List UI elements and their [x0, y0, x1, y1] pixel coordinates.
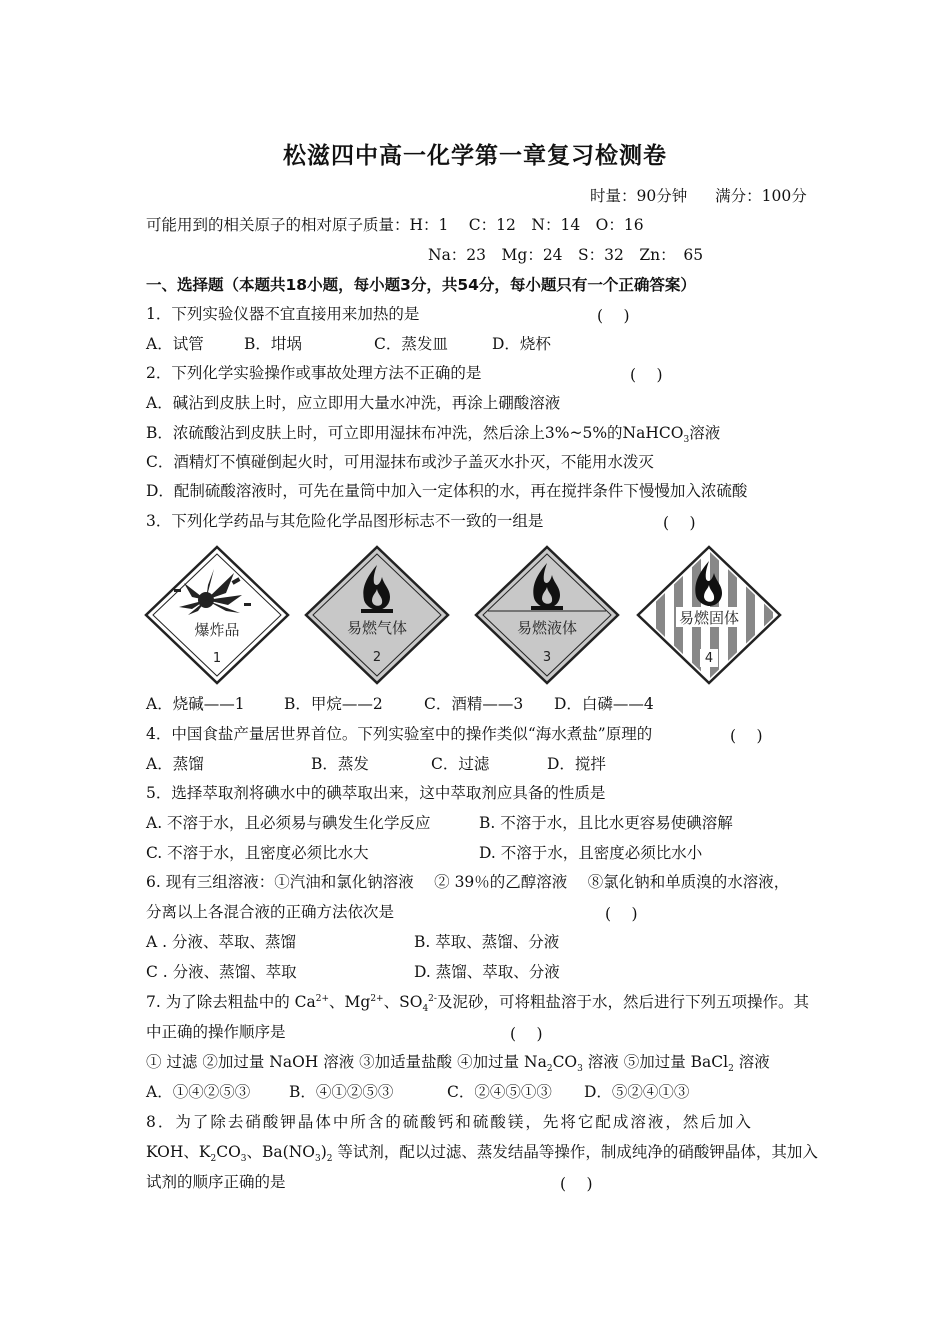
q7-stem: 7. 为了除去粗盐中的 $Ca^{2+}$、$Mg^{2+}$、$SO_4^{2-}$及泥砂，可将粗盐溶于水，然后进行下列五项操作。其 [146, 993, 809, 1015]
q6-option-d: D. 蒸馏、萃取、分液 [414, 963, 560, 981]
q2-option-a: A．碱沾到皮肤上时，应立即用大量水冲洗，再涂上硼酸溶液 [146, 394, 561, 412]
q4-option-b: B．蒸发 [311, 755, 369, 773]
q1-option-b: B．坩埚 [244, 335, 302, 353]
q5-options-row1 [146, 813, 733, 833]
q4-stem: 4．中国食盐产量居世界首位。下列实验室中的操作类似“海水煮盐”原理的 [146, 725, 653, 743]
sign-label-2: 易燃气体 [346, 619, 408, 637]
q7-option-a: A．①④②⑤③ [146, 1083, 251, 1101]
q3-option-d: D．白磷——4 [554, 695, 654, 713]
hazard-sign-explosive [144, 545, 290, 685]
time-limit: 时量：90分钟 [590, 187, 688, 205]
q2-stem: 2．下列化学实验操作或事故处理方法不正确的是 [146, 364, 482, 382]
q4-option-a: A．蒸馏 [146, 755, 204, 773]
q3-option-c: C．酒精——3 [424, 695, 524, 713]
q1-answer-blank: ( ) [597, 307, 630, 325]
hazard-signs [144, 545, 784, 685]
q7-stem-2: 中正确的操作顺序是 [146, 1023, 286, 1041]
q7-option-b: B．④①②⑤③ [289, 1083, 394, 1101]
q2-option-b: B．浓硫酸沾到皮肤上时，可立即用湿抹布冲洗，然后涂上3%~5%的NaHCO$_3$溶液 [146, 424, 721, 446]
q4-options [146, 754, 606, 774]
q3-option-a: A．烧碱——1 [146, 695, 245, 713]
q4-option-d: D．搅拌 [547, 755, 606, 773]
q6-stem: 6. 现有三组溶液：①汽油和氯化钠溶液 ② 39％的乙醇溶液 ⑧氯化钠和单质溴的水溶液， [146, 873, 790, 891]
q7-operations: ① 过滤 ②加过量 NaOH 溶液 ③加适量盐酸 ④加过量 $Na_2CO_3$ 溶液 ⑤加过量 BaCl$_2$ 溶液 [146, 1053, 770, 1075]
page-title: 松滋四中高一化学第一章复习检测卷 [283, 142, 667, 169]
q4-option-c: C．过滤 [431, 755, 490, 773]
q2-option-d: D．配制硫酸溶液时，可先在量筒中加入一定体积的水，再在搅拌条件下慢慢加入浓硫酸 [146, 482, 748, 500]
exam-meta [590, 186, 807, 206]
sign-label-3: 易燃液体 [516, 619, 578, 637]
q6-stem-2: 分离以上各混合液的正确方法依次是 [146, 903, 395, 921]
q7-option-c: C．②④⑤①③ [447, 1083, 552, 1101]
q3-stem: 3．下列化学药品与其危险化学品图形标志不一致的一组是 [146, 512, 544, 530]
q1-option-c: C．蒸发皿 [374, 335, 448, 353]
q8-stem: 8．为了除去硝酸钾晶体中所含的硫酸钙和硫酸镁，先将它配成溶液，然后加入 [146, 1113, 753, 1131]
sign-number-2: 2 [372, 650, 382, 665]
q2-option-c: C．酒精灯不慎碰倒起火时，可用湿抹布或沙子盖灭水扑灭，不能用水泼灭 [146, 453, 654, 471]
q4-answer-blank: ( ) [730, 727, 763, 745]
q7-option-d: D．⑤②④①③ [584, 1083, 690, 1101]
q8-stem-2: KOH、$K_2CO_3$、$Ba(NO_3)_2$ 等试剂，配以过滤、蒸发结晶等操作，制成纯净的硝酸钾晶体，其加入 [146, 1143, 818, 1165]
q1-option-d: D．烧杯 [492, 335, 551, 353]
full-score: 满分：100分 [715, 187, 807, 205]
q1-options [146, 334, 551, 354]
sign-number-1: 1 [212, 651, 222, 666]
sign-label-4: 易燃固体 [678, 609, 740, 627]
q6-options-row2 [146, 962, 560, 982]
q6-answer-blank: ( ) [605, 905, 638, 923]
q5-option-c: C. 不溶于水，且密度必须比水大 [146, 844, 369, 862]
q1-stem: 1．下列实验仪器不宜直接用来加热的是 [146, 305, 420, 323]
q6-option-c: C . 分液、蒸馏、萃取 [146, 963, 297, 981]
q8-stem-3: 试剂的顺序正确的是 [146, 1173, 286, 1191]
q5-option-d: D. 不溶于水，且密度必须比水小 [479, 844, 703, 862]
sign-number-4: 4 [704, 651, 714, 666]
q7-answer-blank: ( ) [510, 1025, 543, 1043]
q5-options-row2 [146, 843, 702, 863]
q6-option-a: A . 分液、萃取、蒸馏 [146, 933, 296, 951]
q8-answer-blank: ( ) [560, 1175, 593, 1193]
atomic-mass-line-1: 可能用到的相关原子的相对原子质量：H：1 C：12 N：14 O：16 [146, 216, 644, 234]
q7-options [146, 1082, 689, 1102]
q1-option-a: A．试管 [146, 335, 204, 353]
q6-option-b: B. 萃取、蒸馏、分液 [414, 933, 560, 951]
q2-answer-blank: ( ) [630, 366, 663, 384]
q5-option-a: A. 不溶于水，且必须易与碘发生化学反应 [146, 814, 431, 832]
atomic-mass-line-2: Na：23 Mg：24 S：32 Zn： 65 [428, 246, 704, 264]
sign-label-1: 爆炸品 [194, 621, 240, 639]
hazard-sign-flammable-gas [304, 545, 450, 685]
q3-option-b: B．甲烷——2 [284, 695, 383, 713]
section-heading: 一、选择题（本题共18小题，每小题3分，共54分，每小题只有一个正确答案） [146, 276, 696, 294]
q5-stem: 5．选择萃取剂将碘水中的碘萃取出来，这中萃取剂应具备的性质是 [146, 784, 606, 802]
sign-number-3: 3 [542, 650, 552, 665]
q6-options-row1 [146, 932, 559, 952]
q3-answer-blank: ( ) [663, 514, 696, 532]
q5-option-b: B. 不溶于水，且比水更容易使碘溶解 [479, 814, 733, 832]
hazard-sign-flammable-solid [636, 545, 782, 685]
hazard-sign-flammable-liquid [474, 545, 620, 685]
q3-options [146, 694, 654, 714]
